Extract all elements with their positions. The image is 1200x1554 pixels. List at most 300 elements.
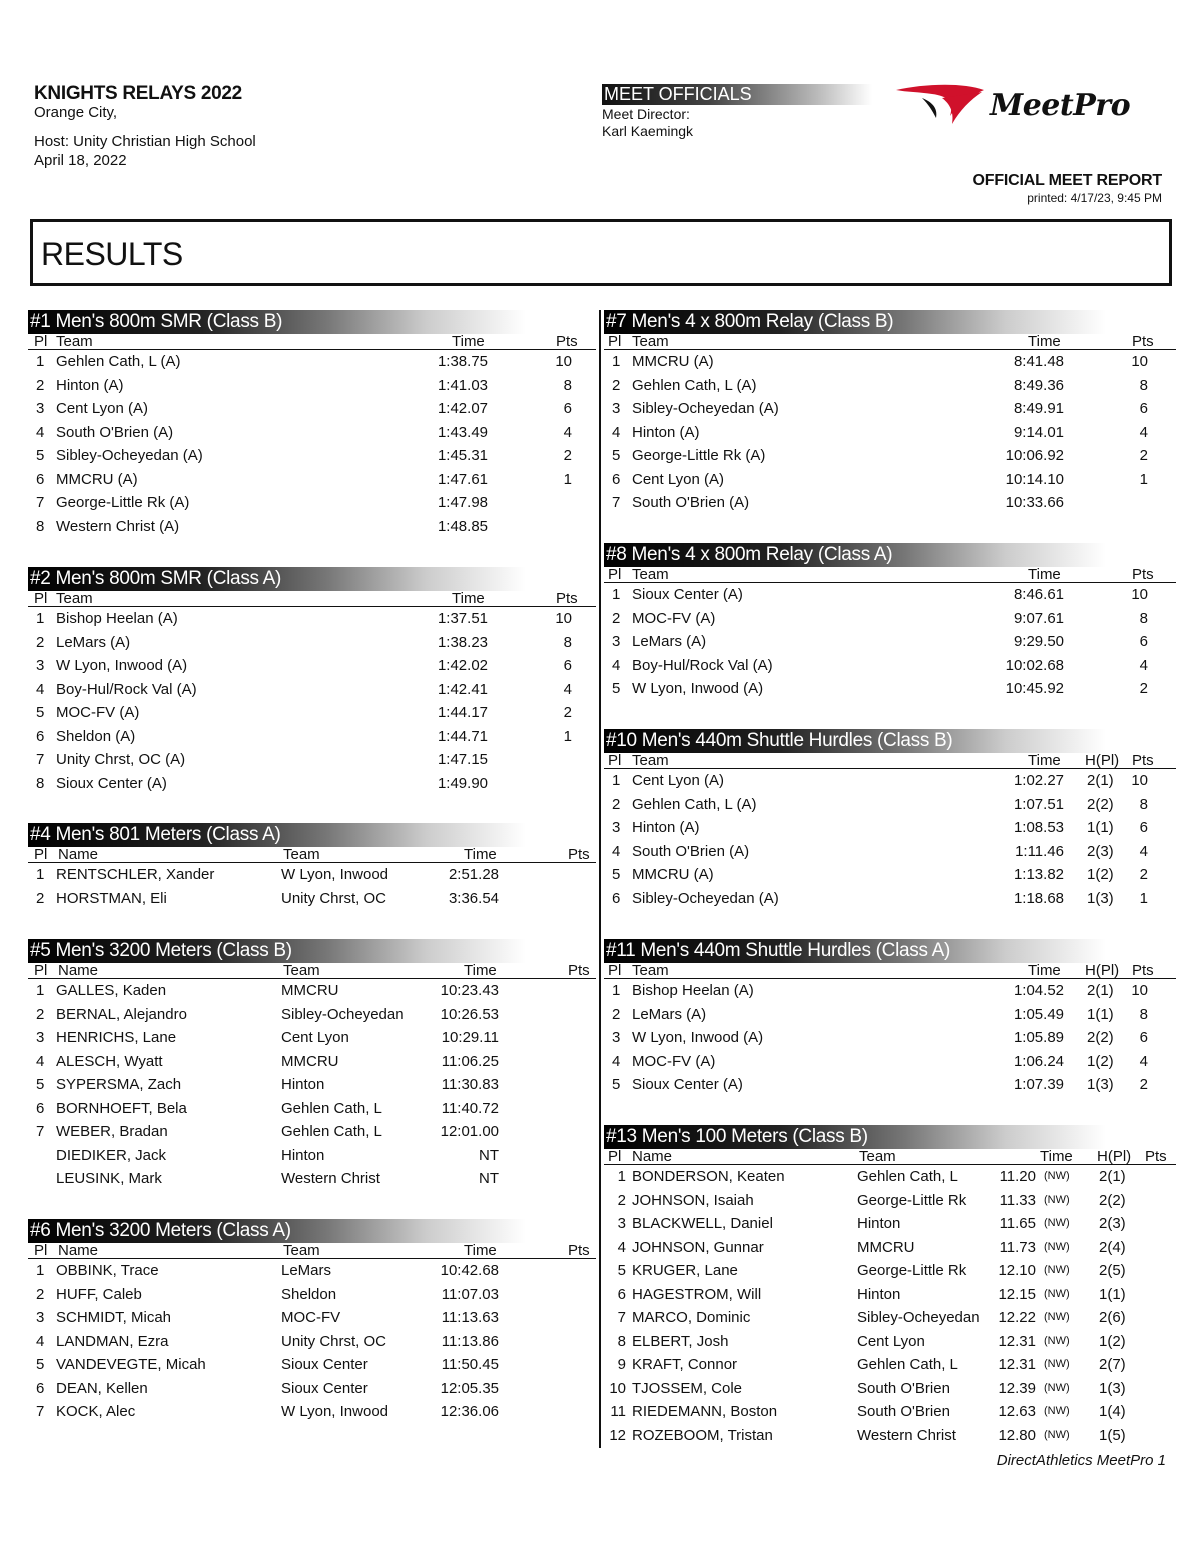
cell-pl: 5	[36, 1356, 45, 1373]
table-row	[604, 887, 1176, 911]
col-team: Team	[632, 752, 669, 769]
cell-pl: 2	[617, 1191, 626, 1209]
cell-time: 1:06.24	[1013, 1052, 1064, 1070]
meet-host: Host: Unity Christian High School	[34, 133, 256, 150]
cell-pts: 2	[563, 704, 572, 721]
column-headers	[28, 963, 596, 979]
table-row	[28, 1377, 596, 1401]
table-row	[604, 421, 1176, 445]
cell-time: 1:18.68	[1013, 889, 1064, 907]
cell-heat: 2(3)	[1087, 842, 1114, 860]
cell-team: Gehlen Cath, L	[281, 1123, 382, 1140]
table-row	[604, 1330, 1176, 1354]
cell-pl: 1	[36, 610, 45, 627]
cell-heat: 2(1)	[1087, 772, 1114, 789]
col-pts: Pts	[1132, 333, 1154, 350]
cell-team: Gehlen Cath, L (A)	[56, 353, 181, 370]
cell-heat: 2(1)	[1087, 982, 1114, 999]
cell-pts: 10	[1131, 586, 1148, 603]
col-team: Team	[632, 333, 669, 350]
col-time: Time	[464, 846, 497, 863]
col-time: Time	[1028, 752, 1061, 769]
result-rows	[28, 350, 596, 538]
table-row	[604, 654, 1176, 678]
result-rows	[604, 583, 1176, 701]
table-row	[604, 840, 1176, 864]
cell-wind: (NW)	[1044, 1287, 1070, 1300]
cell-team: Gehlen Cath, L	[857, 1356, 958, 1373]
table-row	[604, 1189, 1176, 1213]
cell-time: 1:38.23	[437, 633, 488, 651]
meet-director-label: Meet Director:	[602, 106, 690, 122]
cell-name: DIEDIKER, Jack	[56, 1146, 167, 1164]
cell-pl: 3	[36, 657, 45, 674]
col-pts: Pts	[568, 962, 590, 979]
table-row	[28, 887, 596, 911]
cell-team: Western Christ	[857, 1426, 956, 1444]
cell-wind: (NW)	[1044, 1193, 1070, 1206]
cell-team: Sioux Center (A)	[632, 1076, 743, 1093]
cell-time: 11:07.03	[441, 1285, 499, 1303]
cell-heat: 1(2)	[1099, 1332, 1126, 1350]
cell-time: 12.15	[998, 1285, 1036, 1303]
table-row	[604, 793, 1176, 817]
cell-pl: 3	[612, 633, 621, 650]
results-heading: RESULTS	[41, 236, 183, 272]
cell-name: WEBER, Bradan	[56, 1123, 168, 1140]
table-row	[28, 350, 596, 374]
event-10	[604, 729, 1176, 910]
table-row	[28, 1120, 596, 1144]
cell-pts: 2	[1139, 447, 1148, 464]
cell-pl: 1	[612, 772, 621, 789]
cell-pl: 6	[36, 470, 45, 488]
cell-pl: 1	[612, 586, 621, 603]
cell-team: Western Christ (A)	[56, 517, 180, 535]
cell-pts: 4	[1139, 1052, 1148, 1070]
cell-wind: (NW)	[1044, 1311, 1070, 1323]
cell-pl: 4	[36, 1052, 45, 1070]
cell-team: Boy-Hul/Rock Val (A)	[56, 680, 197, 698]
cell-pl: 3	[617, 1215, 626, 1232]
cell-time: 9:07.61	[1013, 609, 1064, 627]
cell-pl: 3	[36, 1029, 45, 1046]
result-rows	[604, 350, 1176, 515]
col-pts: Pts	[556, 333, 578, 350]
table-row	[604, 583, 1176, 607]
cell-heat: 1(3)	[1099, 1379, 1126, 1397]
cell-pl: 2	[36, 376, 45, 394]
cell-time: 1:38.75	[437, 353, 488, 370]
cell-team: LeMars (A)	[56, 633, 131, 651]
table-row	[28, 421, 596, 445]
cell-team: LeMars	[281, 1262, 332, 1279]
col-team: Team	[632, 962, 669, 979]
cell-pts: 4	[1139, 842, 1148, 860]
table-row	[604, 1073, 1176, 1097]
meet-director-name: Karl Kaemingk	[602, 123, 694, 139]
cell-time: 1:04.52	[1013, 982, 1064, 999]
cell-team: George-Little Rk	[857, 1262, 967, 1279]
cell-pl: 2	[612, 1005, 621, 1023]
cell-pts: 8	[1139, 609, 1148, 627]
cell-name: ALESCH, Wyatt	[56, 1052, 163, 1070]
col-pts: Pts	[1132, 566, 1154, 583]
event-7	[604, 310, 1176, 515]
cell-name: HUFF, Caleb	[56, 1285, 142, 1303]
cell-team: Bishop Heelan (A)	[56, 610, 178, 627]
col-team: Team	[283, 1242, 320, 1259]
cell-pts: 6	[563, 657, 572, 674]
cell-time: 1:05.89	[1013, 1029, 1064, 1046]
cell-time: 11:50.45	[441, 1356, 499, 1373]
table-row	[28, 491, 596, 515]
cell-pts: 8	[563, 376, 572, 394]
footer-credit: DirectAthletics MeetPro 1	[996, 1452, 1166, 1469]
cell-time: 8:41.48	[1013, 353, 1064, 370]
cell-team: W Lyon, Inwood	[281, 1403, 388, 1420]
cell-team: Cent Lyon	[281, 1029, 349, 1046]
cell-name: OBBINK, Trace	[56, 1262, 159, 1279]
cell-pl: 2	[36, 1285, 45, 1303]
cell-team: LeMars (A)	[632, 1005, 707, 1023]
cell-heat: 1(2)	[1087, 866, 1114, 883]
cell-team: MMCRU	[857, 1238, 915, 1256]
col-heat: H(Pl)	[1085, 962, 1120, 979]
cell-team: Bishop Heelan (A)	[632, 982, 754, 999]
event-title: #4 Men's 801 Meters (Class A)	[28, 823, 526, 847]
cell-pl: 6	[36, 727, 45, 745]
table-row	[28, 979, 596, 1003]
cell-pl: 3	[612, 1029, 621, 1046]
event-5	[28, 939, 596, 1191]
table-row	[604, 816, 1176, 840]
cell-time: 1:47.15	[437, 751, 488, 768]
col-pts: Pts	[1132, 962, 1154, 979]
cell-time: 11.73	[999, 1238, 1036, 1256]
table-row	[28, 1353, 596, 1377]
cell-name: JOHNSON, Gunnar	[632, 1238, 764, 1256]
cell-team: Cent Lyon	[857, 1332, 925, 1350]
cell-heat: 1(3)	[1087, 1076, 1114, 1093]
cell-team: Sibley-Ocheyedan (A)	[632, 889, 779, 907]
cell-time: 1:44.17	[437, 704, 488, 721]
col-time: Time	[464, 1242, 497, 1259]
col-pts: Pts	[568, 1242, 590, 1259]
cell-pts: 10	[555, 353, 572, 370]
cell-wind: (NW)	[1044, 1358, 1070, 1370]
col-time: Time	[464, 962, 497, 979]
cell-time: 11.33	[999, 1191, 1036, 1209]
cell-pts: 8	[1139, 1005, 1148, 1023]
table-row	[604, 1026, 1176, 1050]
cell-team: Sibley-Ocheyedan (A)	[56, 447, 203, 464]
cell-name: KRUGER, Lane	[632, 1262, 738, 1279]
cell-wind: (NW)	[1044, 1217, 1070, 1229]
table-row	[28, 1167, 596, 1191]
cell-pl: 2	[36, 1005, 45, 1023]
cell-time: 11:06.25	[441, 1052, 499, 1070]
cell-team: George-Little Rk (A)	[56, 494, 190, 511]
cell-pl: 11	[610, 1403, 626, 1420]
table-row	[28, 1283, 596, 1307]
cell-name: BORNHOEFT, Bela	[56, 1099, 187, 1117]
cell-time: 12.22	[998, 1309, 1036, 1326]
cell-time: 12:01.00	[440, 1123, 499, 1140]
cell-time: 12.39	[998, 1379, 1036, 1397]
cell-pl: 12	[609, 1426, 626, 1444]
event-11	[604, 939, 1176, 1097]
column-headers	[604, 334, 1176, 350]
cell-team: MOC-FV	[281, 1309, 341, 1326]
cell-time: 1:11.46	[1015, 842, 1064, 860]
col-name: Name	[58, 846, 99, 863]
column-headers	[604, 963, 1176, 979]
cell-team: Sioux Center	[281, 1379, 368, 1397]
cell-team: MMCRU (A)	[632, 866, 714, 883]
table-row	[28, 1144, 596, 1168]
cell-pts: 10	[1131, 772, 1148, 789]
cell-name: ROZEBOOM, Tristan	[632, 1426, 773, 1444]
cell-team: Hinton	[857, 1285, 901, 1303]
cell-team: Gehlen Cath, L (A)	[632, 376, 757, 394]
col-time: Time	[1028, 962, 1061, 979]
table-row	[604, 979, 1176, 1003]
table-row	[604, 1212, 1176, 1236]
cell-wind: (NW)	[1044, 1170, 1070, 1182]
cell-time: 1:48.85	[437, 517, 488, 535]
table-row	[28, 515, 596, 539]
col-team: Team	[56, 333, 93, 350]
cell-time: 2:51.28	[448, 866, 499, 883]
cell-pts: 10	[1131, 982, 1148, 999]
cell-pl: 4	[36, 423, 45, 441]
col-heat: H(Pl)	[1097, 1148, 1132, 1165]
cell-time: 1:45.31	[437, 447, 488, 464]
cell-team: W Lyon, Inwood (A)	[632, 1029, 764, 1046]
table-row	[28, 1050, 596, 1074]
cell-name: MARCO, Dominic	[632, 1309, 751, 1326]
cell-team: Hinton	[281, 1146, 325, 1164]
cell-pts: 2	[563, 447, 572, 464]
cell-time: 1:13.82	[1013, 866, 1064, 883]
cell-pts: 4	[1139, 423, 1148, 441]
event-title: #1 Men's 800m SMR (Class B)	[28, 310, 526, 334]
table-row	[604, 1306, 1176, 1330]
table-row	[604, 1353, 1176, 1377]
table-row	[604, 1236, 1176, 1260]
table-row	[604, 607, 1176, 631]
result-rows	[28, 979, 596, 1191]
meet-location: Orange City,	[34, 104, 118, 121]
cell-time: 10:26.53	[440, 1005, 499, 1023]
table-row	[604, 1283, 1176, 1307]
column-headers	[28, 334, 596, 350]
cell-pl: 4	[612, 842, 621, 860]
event-4	[28, 823, 596, 910]
table-row	[28, 748, 596, 772]
table-row	[28, 772, 596, 796]
cell-name: BLACKWELL, Daniel	[632, 1215, 773, 1232]
cell-pl: 5	[36, 704, 45, 721]
cell-name: SYPERSMA, Zach	[56, 1076, 182, 1093]
cell-name: JOHNSON, Isaiah	[632, 1191, 754, 1209]
cell-pts: 8	[1139, 376, 1148, 394]
cell-team: South O'Brien (A)	[56, 423, 174, 441]
cell-pl: 2	[612, 376, 621, 394]
table-row	[604, 1377, 1176, 1401]
result-rows	[604, 769, 1176, 910]
table-row	[604, 1259, 1176, 1283]
cell-time: 11:30.83	[441, 1076, 499, 1093]
cell-pl: 10	[609, 1379, 626, 1397]
cell-team: MMCRU	[281, 982, 339, 999]
cell-heat: 2(4)	[1099, 1238, 1126, 1256]
cell-pl: 5	[36, 447, 45, 464]
col-time: Time	[1028, 333, 1061, 350]
cell-heat: 1(1)	[1087, 819, 1114, 836]
table-row	[604, 630, 1176, 654]
cell-team: Sibley-Ocheyedan	[857, 1309, 980, 1326]
table-row	[604, 491, 1176, 515]
col-heat: H(Pl)	[1085, 752, 1120, 769]
cell-team: Sioux Center	[281, 1356, 368, 1373]
cell-pl: 2	[612, 795, 621, 813]
cell-pl: 5	[612, 866, 621, 883]
event-1	[28, 310, 596, 538]
cell-team: George-Little Rk	[857, 1191, 967, 1209]
col-pl: Pl	[34, 333, 48, 350]
col-pl: Pl	[608, 752, 622, 769]
cell-pl: 6	[617, 1285, 626, 1303]
cell-pts: 1	[563, 727, 572, 745]
cell-team: Sioux Center (A)	[632, 586, 743, 603]
cell-pl: 5	[612, 447, 621, 464]
cell-pl: 1	[36, 353, 45, 370]
cell-team: LeMars (A)	[632, 633, 707, 650]
cell-team: George-Little Rk (A)	[632, 447, 766, 464]
cell-team: MMCRU (A)	[632, 353, 714, 370]
cell-time: 10:14.10	[1005, 470, 1064, 488]
cell-pl: 4	[612, 423, 621, 441]
cell-team: Cent Lyon (A)	[632, 470, 724, 488]
cell-team: Hinton (A)	[632, 819, 700, 836]
cell-team: Unity Chrst, OC (A)	[56, 751, 186, 768]
event-title: #5 Men's 3200 Meters (Class B)	[28, 939, 526, 963]
cell-time: 10:42.68	[440, 1262, 499, 1279]
cell-name: RIEDEMANN, Boston	[632, 1403, 778, 1420]
cell-wind: (NW)	[1044, 1428, 1070, 1441]
logo-text: MeetPro	[990, 88, 1131, 123]
col-time: Time	[452, 333, 485, 350]
table-row	[28, 1306, 596, 1330]
cell-time: 10:33.66	[1005, 494, 1064, 511]
cell-pts: 2	[1139, 680, 1148, 697]
cell-pl: 7	[36, 494, 45, 511]
column-divider	[599, 310, 601, 1448]
col-name: Name	[632, 1148, 673, 1165]
cell-time: 10:02.68	[1005, 656, 1064, 674]
cell-pts: 2	[1139, 866, 1148, 883]
cell-pl: 6	[612, 470, 621, 488]
cell-time: 1:42.41	[437, 680, 488, 698]
cell-pl: 3	[612, 819, 621, 836]
col-pl: Pl	[34, 1242, 48, 1259]
cell-name: ELBERT, Josh	[632, 1332, 729, 1350]
cell-pl: 7	[36, 1403, 45, 1420]
cell-team: Sibley-Ocheyedan	[281, 1005, 404, 1023]
cell-pts: 6	[1139, 1029, 1148, 1046]
cell-team: Sheldon (A)	[56, 727, 136, 745]
result-rows	[604, 1165, 1176, 1447]
table-row	[28, 1003, 596, 1027]
cell-heat: 2(3)	[1099, 1215, 1126, 1232]
cell-heat: 1(3)	[1087, 889, 1114, 907]
table-row	[28, 1073, 596, 1097]
col-pts: Pts	[1132, 752, 1154, 769]
cell-wind: (NW)	[1044, 1381, 1070, 1394]
col-time: Time	[1040, 1148, 1073, 1165]
cell-team: MOC-FV (A)	[632, 609, 716, 627]
cell-pl: 5	[612, 680, 621, 697]
column-headers	[28, 1243, 596, 1259]
table-row	[604, 1003, 1176, 1027]
cell-time: 1:49.90	[437, 774, 488, 792]
cell-pts: 10	[555, 610, 572, 627]
cell-time: 12.63	[998, 1403, 1036, 1420]
cell-pl: 8	[36, 517, 45, 535]
column-headers	[604, 567, 1176, 583]
table-row	[28, 444, 596, 468]
table-row	[604, 397, 1176, 421]
cell-pl: 3	[36, 1309, 45, 1326]
column-headers	[604, 1149, 1176, 1165]
event-8	[604, 543, 1176, 701]
cell-pts: 6	[1139, 400, 1148, 417]
cell-time: 9:14.01	[1013, 423, 1064, 441]
cell-time: 12.31	[998, 1332, 1036, 1350]
cell-pts: 4	[563, 423, 572, 441]
cell-time: 10:06.92	[1005, 447, 1064, 464]
event-title: #10 Men's 440m Shuttle Hurdles (Class B)	[604, 729, 1106, 753]
table-row	[28, 1330, 596, 1354]
cell-name: KOCK, Alec	[56, 1403, 136, 1420]
table-row	[28, 1026, 596, 1050]
cell-name: KRAFT, Connor	[632, 1356, 738, 1373]
cell-pts: 8	[1139, 795, 1148, 813]
cell-team: MMCRU	[281, 1052, 339, 1070]
table-row	[28, 397, 596, 421]
cell-pl: 7	[36, 751, 45, 768]
table-row	[28, 863, 596, 887]
cell-team: Hinton (A)	[56, 376, 124, 394]
cell-pts: 1	[1139, 889, 1148, 907]
cell-time: 10:29.11	[441, 1029, 499, 1046]
cell-heat: 1(1)	[1099, 1285, 1126, 1303]
cell-pl: 5	[36, 1076, 45, 1093]
cell-pts: 4	[563, 680, 572, 698]
cell-time: 11:40.72	[441, 1099, 499, 1117]
cell-heat: 2(2)	[1087, 1029, 1114, 1046]
cell-name: TJOSSEM, Cole	[632, 1379, 743, 1397]
cell-time: 1:42.07	[437, 400, 488, 417]
table-row	[28, 374, 596, 398]
results-heading-box	[30, 219, 1172, 286]
table-row	[28, 631, 596, 655]
col-pl: Pl	[34, 846, 48, 863]
table-row	[28, 1259, 596, 1283]
col-name: Name	[58, 1242, 99, 1259]
